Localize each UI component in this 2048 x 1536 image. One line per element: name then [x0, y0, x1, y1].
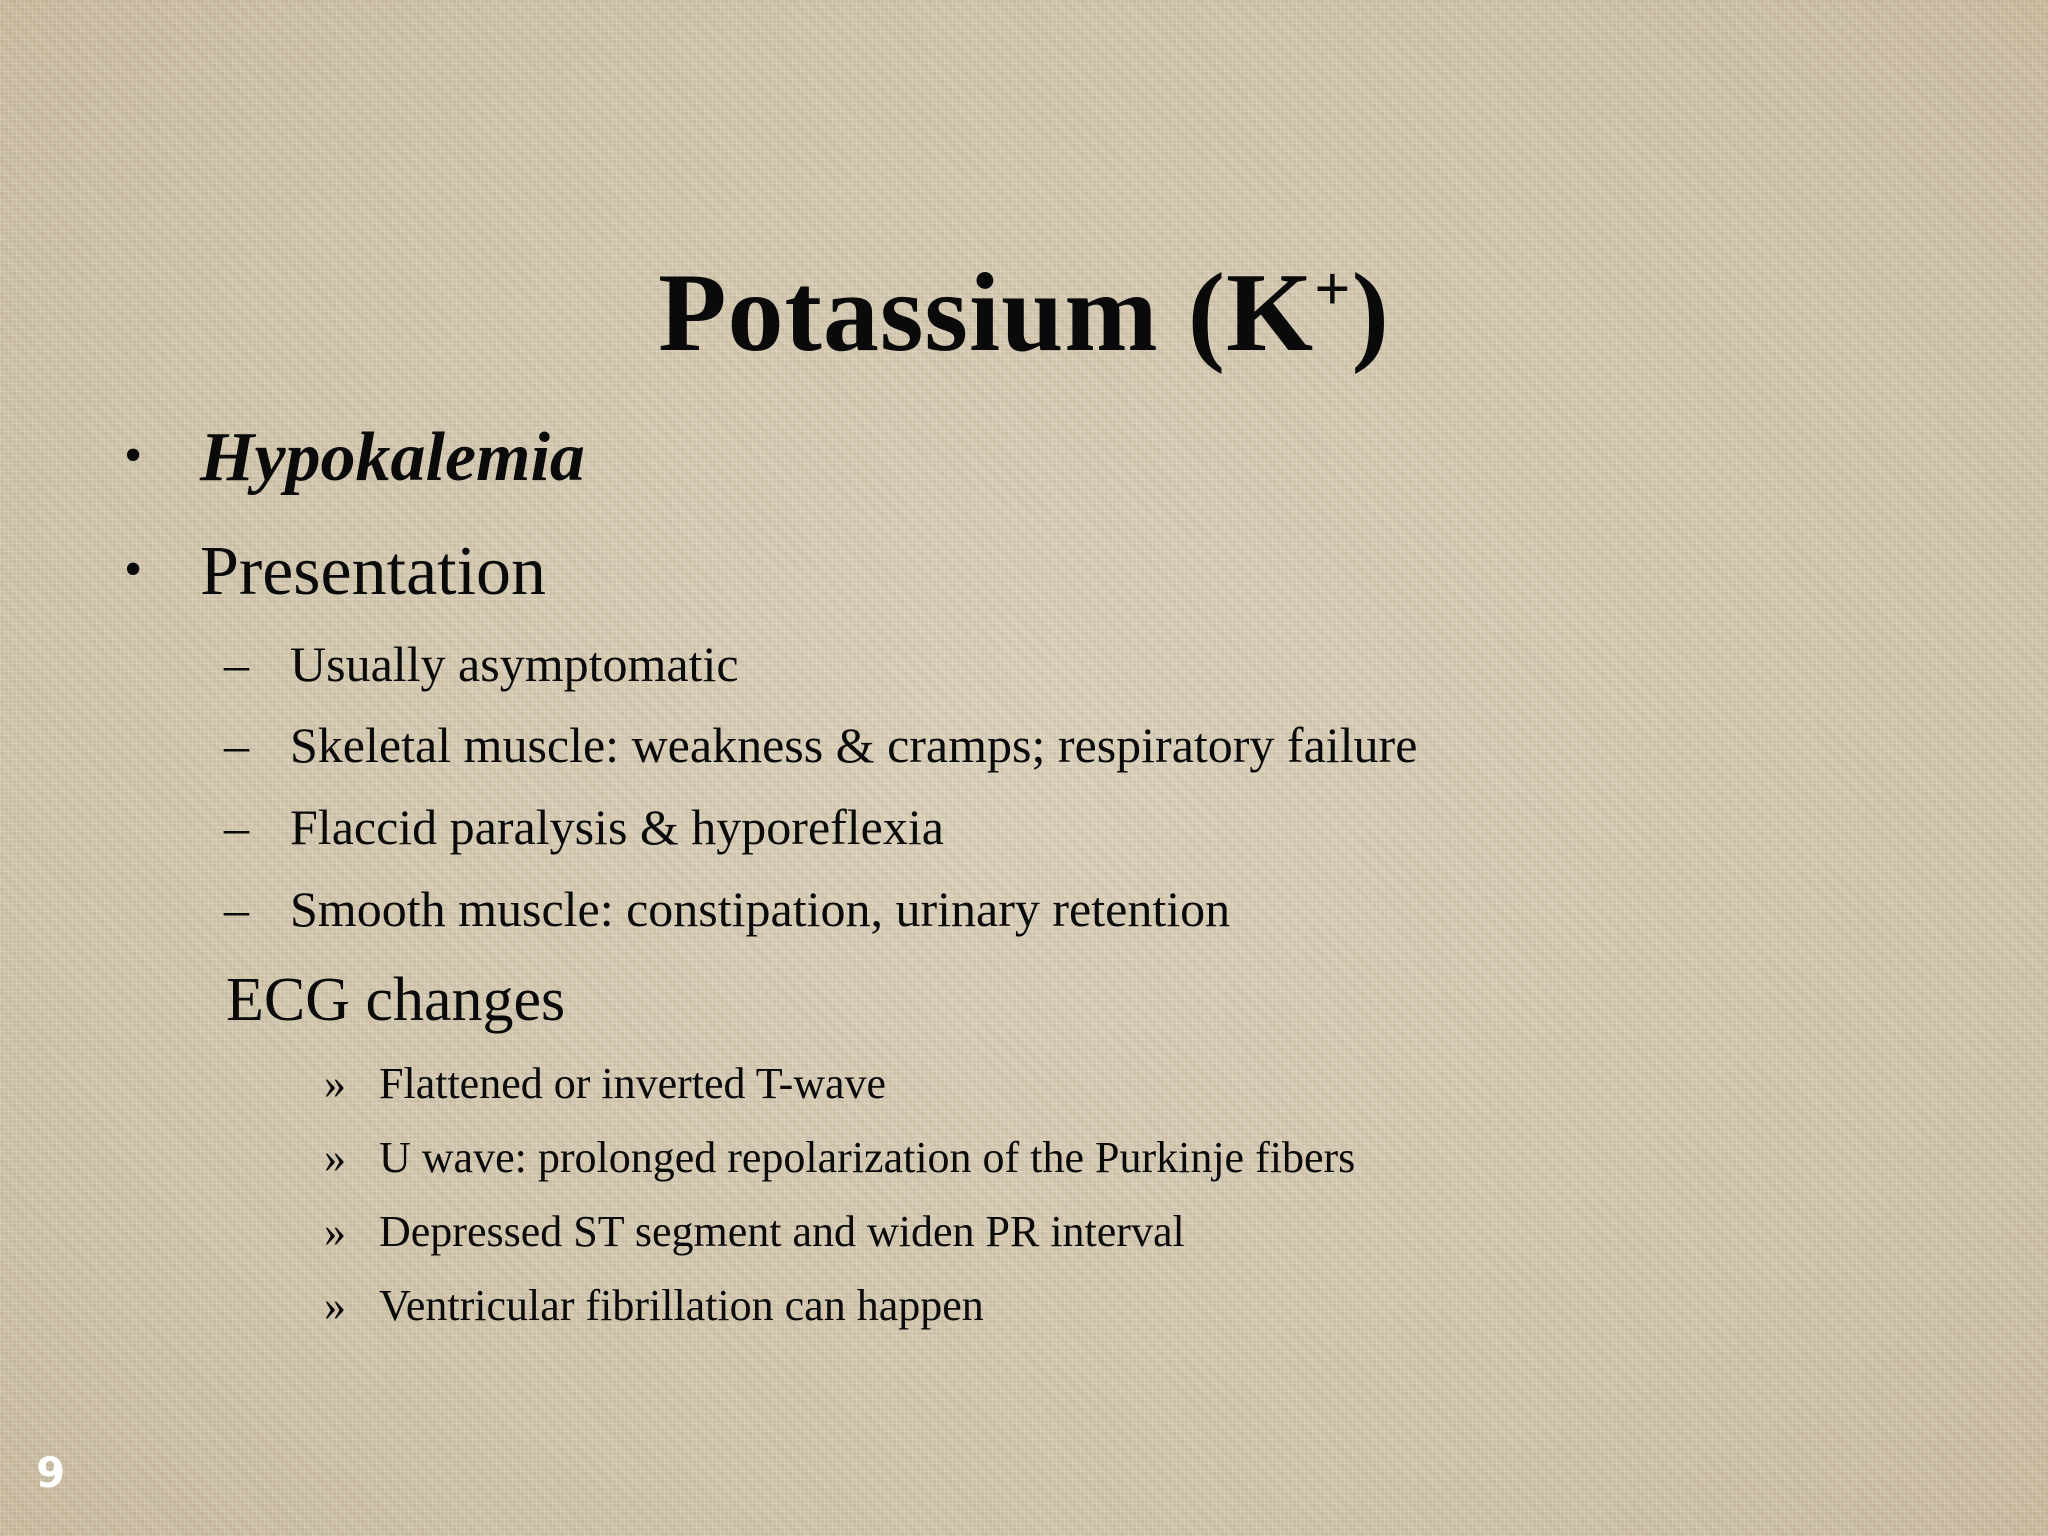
chevron-marker: » — [324, 1059, 346, 1108]
ecg-item — [324, 1205, 1185, 1259]
bullet-marker: • — [124, 541, 143, 598]
title-text: Potassium (K — [658, 251, 1315, 375]
dash-marker: – — [224, 799, 249, 855]
bullet-text: Hypokalemia — [200, 419, 585, 496]
presentation-item — [224, 715, 1417, 775]
title-superscript: + — [1314, 253, 1352, 324]
presentation-item — [224, 634, 739, 694]
item-text: Usually asymptomatic — [290, 636, 739, 692]
item-text: Ventricular fibrillation can happen — [379, 1281, 984, 1330]
item-text: Smooth muscle: constipation, urinary retention — [290, 881, 1231, 937]
bullet-text: Presentation — [200, 533, 547, 610]
item-text: Depressed ST segment and widen PR interval — [379, 1207, 1185, 1256]
bullet-hypokalemia — [124, 416, 585, 498]
bullet-presentation — [124, 530, 546, 612]
item-text: Skeletal muscle: weakness & cramps; respiratory failure — [290, 717, 1418, 773]
ecg-item — [324, 1131, 1355, 1185]
ecg-item — [324, 1057, 886, 1111]
chevron-marker: » — [324, 1207, 346, 1256]
presentation-item — [224, 797, 944, 857]
dash-marker: – — [224, 717, 249, 773]
dash-marker: – — [224, 636, 249, 692]
presentation-item — [224, 879, 1230, 939]
ecg-heading: ECG changes — [226, 966, 566, 1034]
chevron-marker: » — [324, 1281, 346, 1330]
title-close: ) — [1351, 251, 1390, 375]
slide-title — [0, 248, 2048, 378]
item-text: U wave: prolonged repolarization of the Purkinje fibers — [379, 1133, 1356, 1182]
item-text: Flaccid paralysis & hyporeflexia — [290, 799, 944, 855]
bullet-marker: • — [124, 427, 143, 484]
dash-marker: – — [224, 881, 249, 937]
ecg-item — [324, 1279, 984, 1333]
page-number: 9 — [36, 1448, 66, 1497]
chevron-marker: » — [324, 1133, 346, 1182]
item-text: Flattened or inverted T-wave — [379, 1059, 887, 1108]
